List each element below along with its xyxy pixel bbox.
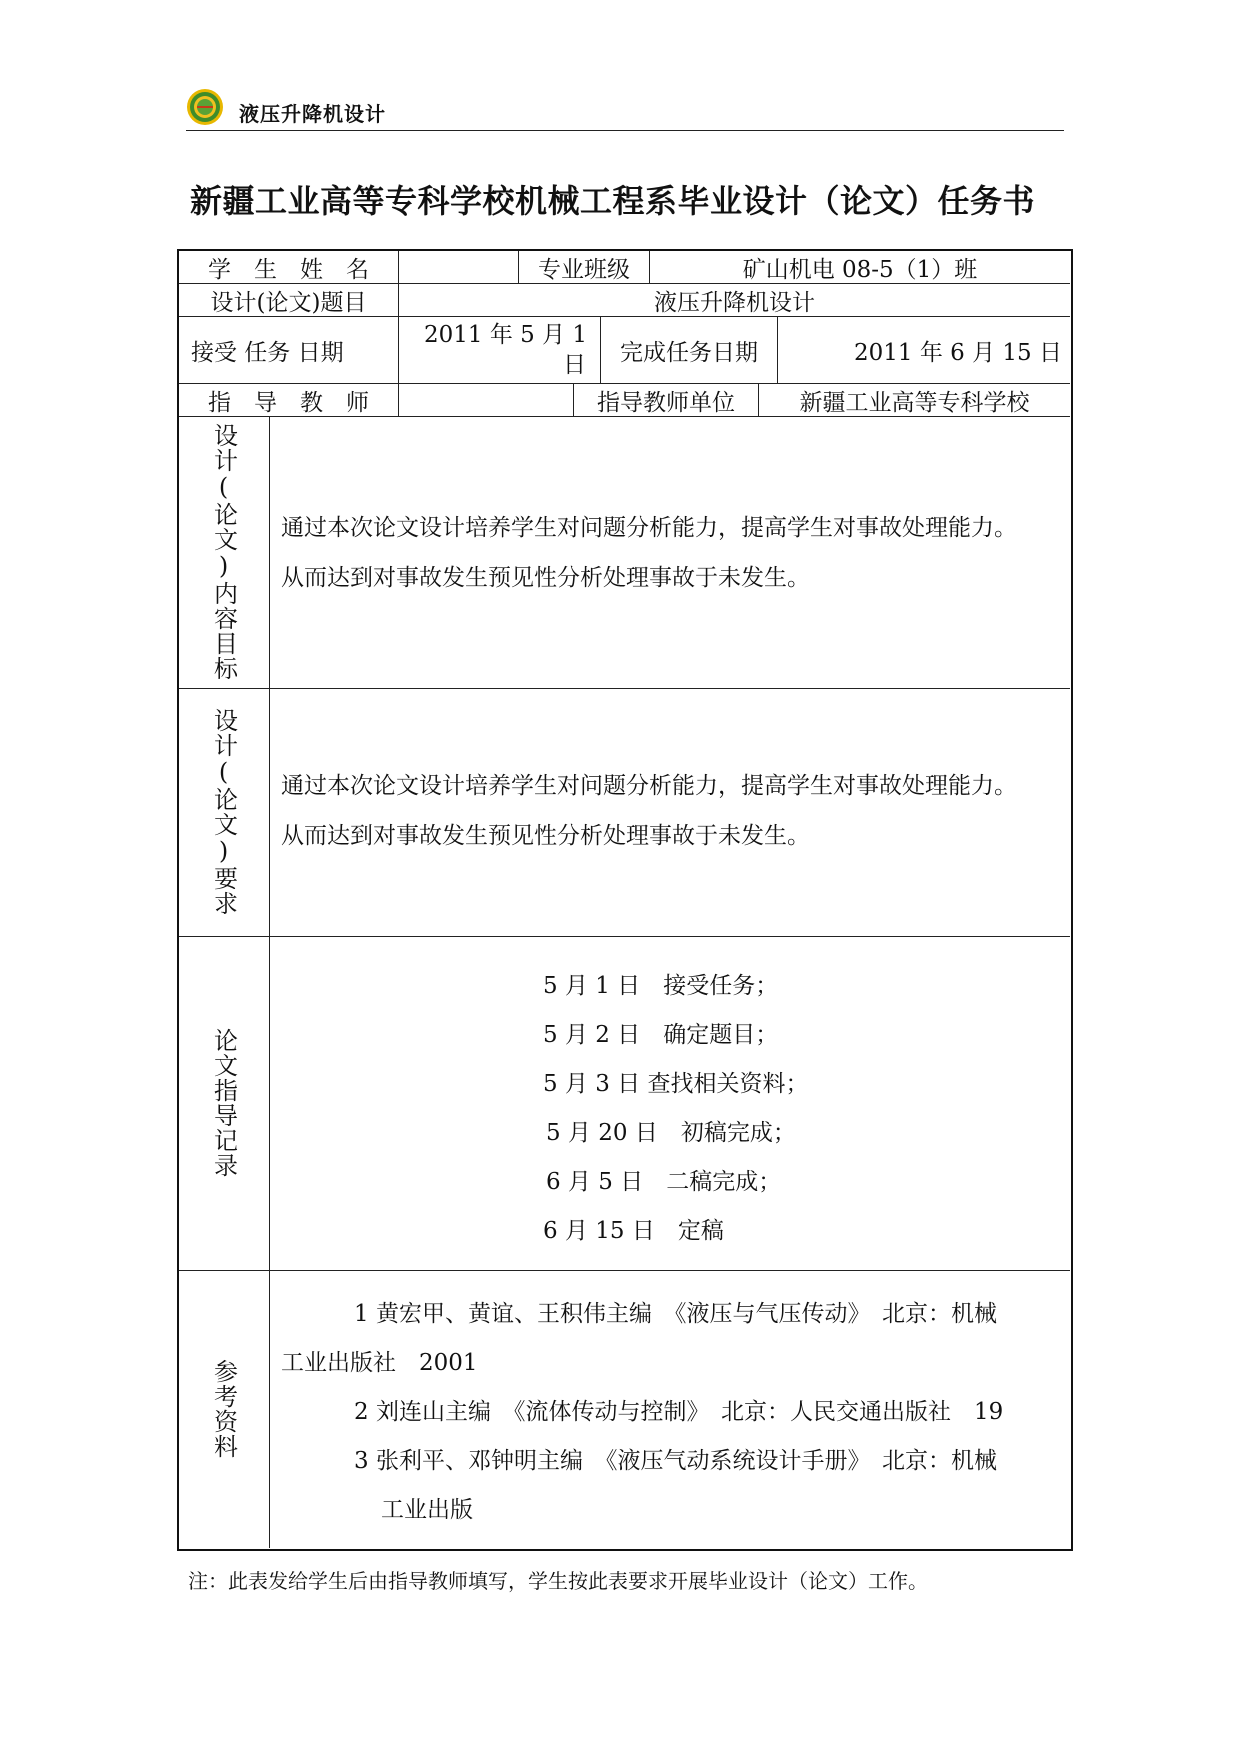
topic-value: 液压升降机设计 — [654, 289, 815, 316]
content-goal-line: 通过本次论文设计培养学生对问题分析能力，提高学生对事故处理能力。 — [281, 515, 1017, 541]
class-label: 专业班级 — [538, 256, 630, 283]
guidance-label: 论文指导记录 — [209, 1028, 238, 1178]
page-header — [186, 84, 1064, 131]
reference-line: 工业出版社 2001 — [281, 1350, 478, 1376]
accept-date-line2: 日 — [563, 352, 586, 378]
finish-date-value: 2011 年 6 月 15 日 — [854, 339, 1062, 366]
advisor-unit-value: 新疆工业高等专科学校 — [799, 389, 1030, 416]
reference-line: 2 刘连山主编 《流体传动与控制》 北京：人民交通出版社 19 — [354, 1399, 1004, 1425]
advisor-field[interactable] — [399, 384, 573, 416]
content-goal-line: 从而达到对事故发生预见性分析处理事故于未发生。 — [281, 565, 810, 591]
advisor-unit-label: 指导教师单位 — [597, 389, 735, 416]
footer-note: 注：此表发给学生后由指导教师填写，学生按此表要求开展毕业设计（论文）工作。 — [188, 1569, 928, 1593]
guidance-record: 6 月 15 日 定稿 — [543, 1218, 724, 1244]
accept-date-label: 接受 任务 日期 — [191, 339, 344, 366]
requirements-label: 设计(论文)要求 — [209, 708, 238, 916]
accept-date-value — [399, 317, 600, 383]
class-value: 矿山机电 08-5（1）班 — [742, 256, 978, 283]
task-form-table — [177, 249, 1073, 1551]
reference-line: 工业出版 — [381, 1497, 473, 1523]
reference-line: 1 黄宏甲、黄谊、王积伟主编 《液压与气压传动》 北京：机械 — [354, 1301, 997, 1327]
school-seal-logo — [186, 88, 224, 126]
content-goal-text — [281, 503, 1017, 603]
guidance-record: 5 月 20 日 初稿完成； — [546, 1120, 796, 1146]
requirements-line: 从而达到对事故发生预见性分析处理事故于未发生。 — [281, 823, 810, 849]
requirements-line: 通过本次论文设计培养学生对问题分析能力，提高学生对事故处理能力。 — [281, 773, 1017, 799]
guidance-record: 5 月 3 日 查找相关资料； — [543, 1071, 809, 1097]
student-name-label: 学 生 姓 名 — [208, 256, 369, 283]
guidance-record: 6 月 5 日 二稿完成； — [546, 1169, 782, 1195]
reference-line: 3 张利平、邓钟明主编 《液压气动系统设计手册》 北京：机械 — [354, 1448, 997, 1474]
accept-date-line1: 2011 年 5 月 1 — [423, 322, 588, 348]
guidance-record: 5 月 1 日 接受任务； — [543, 973, 779, 999]
guidance-record: 5 月 2 日 确定题目； — [543, 1022, 779, 1048]
student-name-field[interactable] — [399, 251, 518, 283]
advisor-label: 指 导 教 师 — [208, 389, 369, 416]
document-title: 新疆工业高等专科学校机械工程系毕业设计（论文）任务书 — [190, 182, 1036, 220]
requirements-text — [281, 761, 1017, 861]
topic-label: 设计(论文)题目 — [210, 289, 367, 316]
finish-date-label: 完成任务日期 — [620, 339, 758, 366]
content-goal-label: 设计(论文)内容目标 — [209, 423, 238, 681]
references-label: 参考资料 — [209, 1359, 238, 1459]
header-title: 液压升降机设计 — [239, 102, 386, 126]
